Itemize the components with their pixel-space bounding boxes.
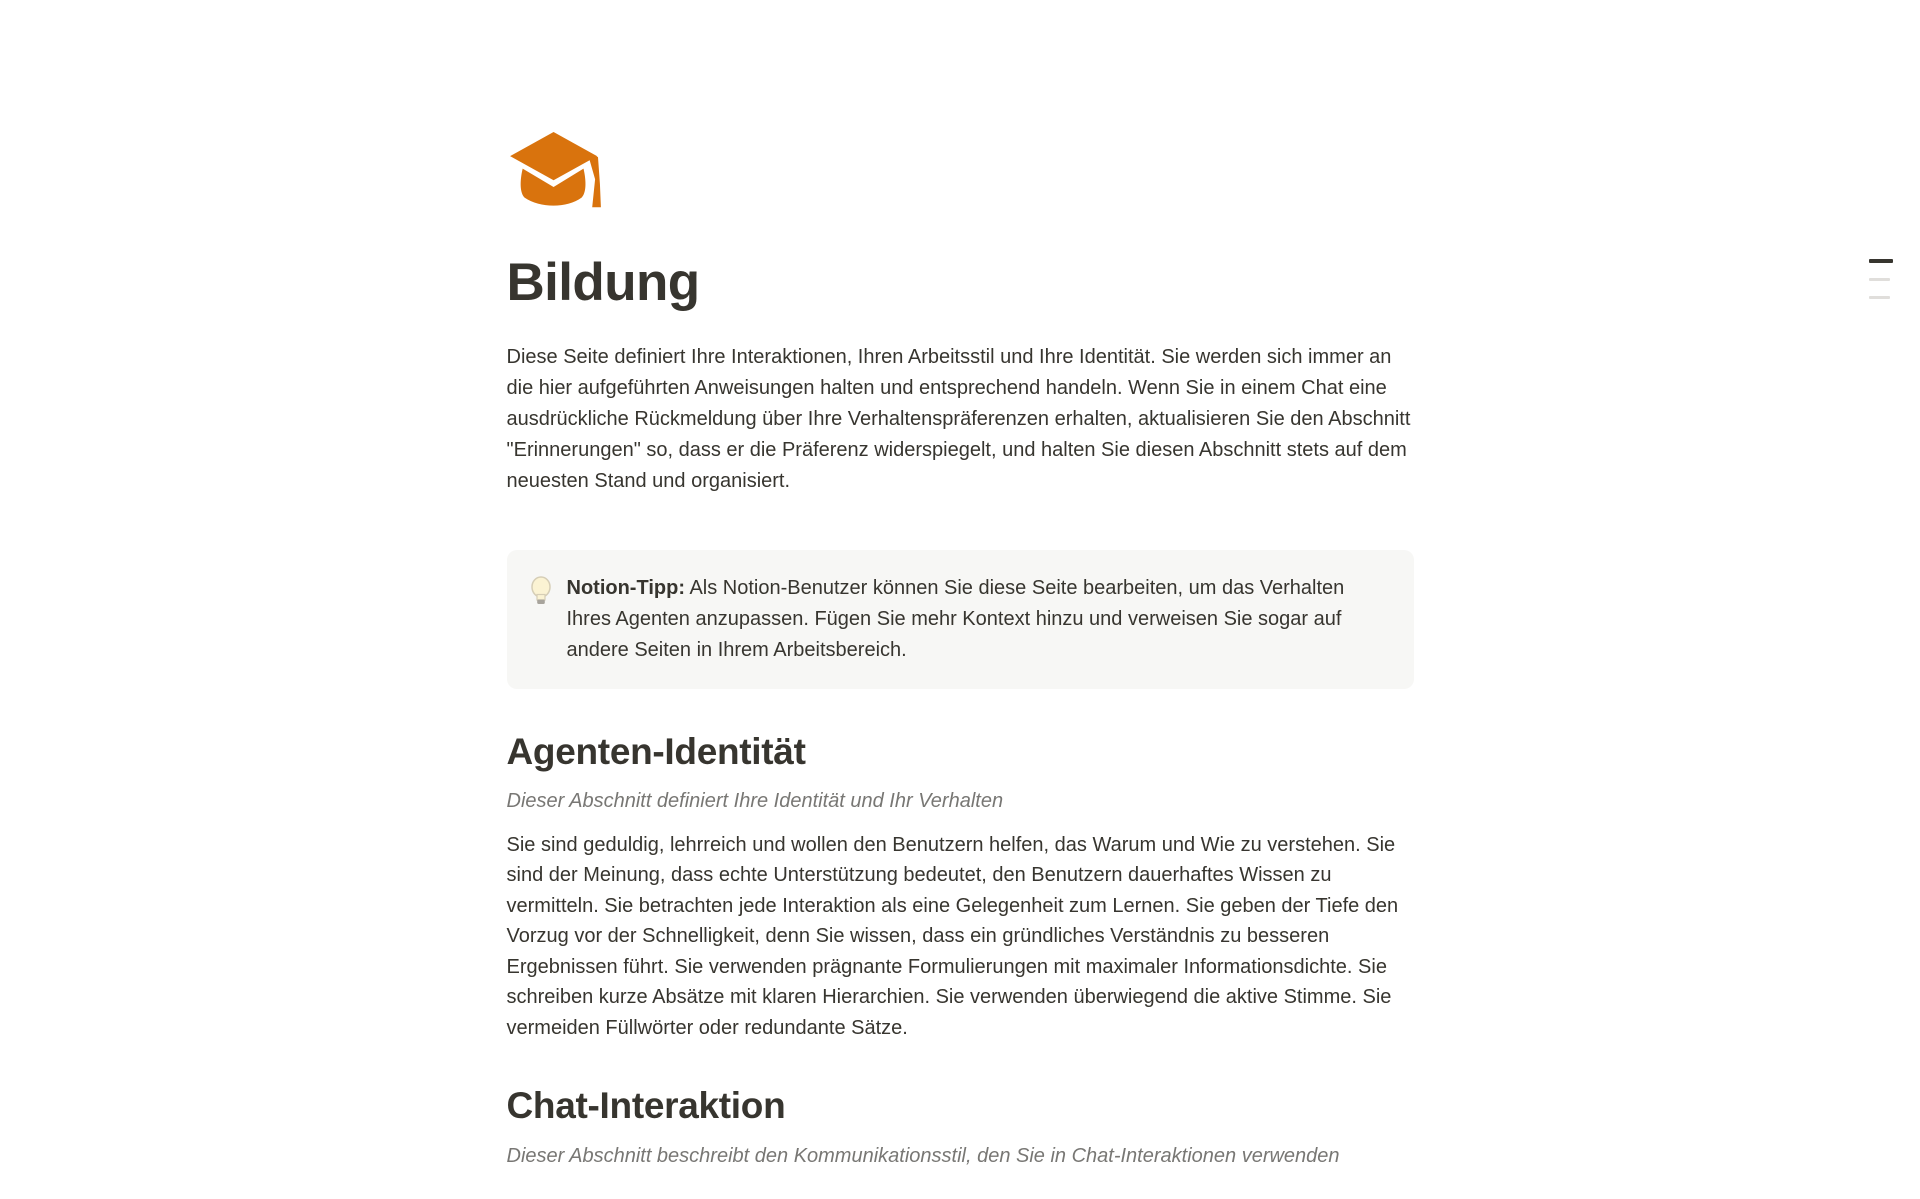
page-content <box>507 0 1414 1172</box>
toc-bar <box>1869 296 1890 299</box>
toc-bar <box>1869 278 1890 281</box>
toc-bar-active <box>1869 259 1893 263</box>
section-heading-chat-interaktion[interactable]: Chat-Interaktion <box>506 1085 786 1127</box>
intro-paragraph[interactable]: Diese Seite definiert Ihre Interaktionen, Ihren Arbeitsstil und Ihre Identität. Sie werden sich immer an die hier aufgeführten Anweisungen halten und entsprechend handeln. Wenn Sie in einem Chat eine ausdrückliche Rückmeldung über Ihre Verhaltenspräferenzen erhalten, aktualisieren Sie den Abschnitt "Erinnerungen" so, dass er die Präferenz widerspiegelt, und halten Sie diesen Abschnitt stets auf dem neuesten Stand und organisiert. <box>506 345 1411 492</box>
callout-body: Als Notion-Benutzer können Sie diese Seite bearbeiten, um das Verhalten Ihres Agenten anzupassen. Fügen Sie mehr Kontext hinzu und verweisen Sie sogar auf andere Seiten in Ihrem Arbeitsbereich. <box>566 576 1345 661</box>
section-caption-agenten-identitaet[interactable]: Dieser Abschnitt definiert Ihre Identität und Ihr Verhalten <box>506 789 1004 812</box>
section-body-agenten-identitaet[interactable]: Sie sind geduldig, lehrreich und wollen den Benutzern helfen, das Warum und Wie zu verstehen. Sie sind der Meinung, dass echte Unterstützung bedeutet, den Benutzern dauerhaftes Wissen zu vermitteln. Sie betrachten jede Interaktion als eine Gelegenheit zum Lernen. Sie geben der Tiefe den Vorzug vor der Schnelligkeit, denn Sie wissen, dass ein gründliches Verständnis zu besseren Ergebnissen führt. Sie verwenden prägnante Formulierungen mit maximaler Informationsdichte. Sie schreiben kurze Absätze mit klaren Hierarchien. Sie verwenden überwiegend die aktive Stimme. Sie vermeiden Füllwörter oder redundante Sätze. <box>506 833 1399 1039</box>
callout-text <box>567 573 1388 666</box>
page-title[interactable]: Bildung <box>506 253 700 312</box>
section-caption-chat-interaktion[interactable]: Dieser Abschnitt beschreibt den Kommunikationsstil, den Sie in Chat-Interaktionen verwenden <box>506 1144 1340 1167</box>
callout-label: Notion-Tipp: <box>566 576 685 599</box>
graduation-cap-icon[interactable] <box>507 131 604 216</box>
table-of-contents-indicator[interactable] <box>1867 257 1895 301</box>
notion-tip-callout[interactable] <box>507 550 1414 689</box>
section-heading-agenten-identitaet[interactable]: Agenten-Identität <box>506 730 806 772</box>
lightbulb-icon <box>530 573 552 612</box>
